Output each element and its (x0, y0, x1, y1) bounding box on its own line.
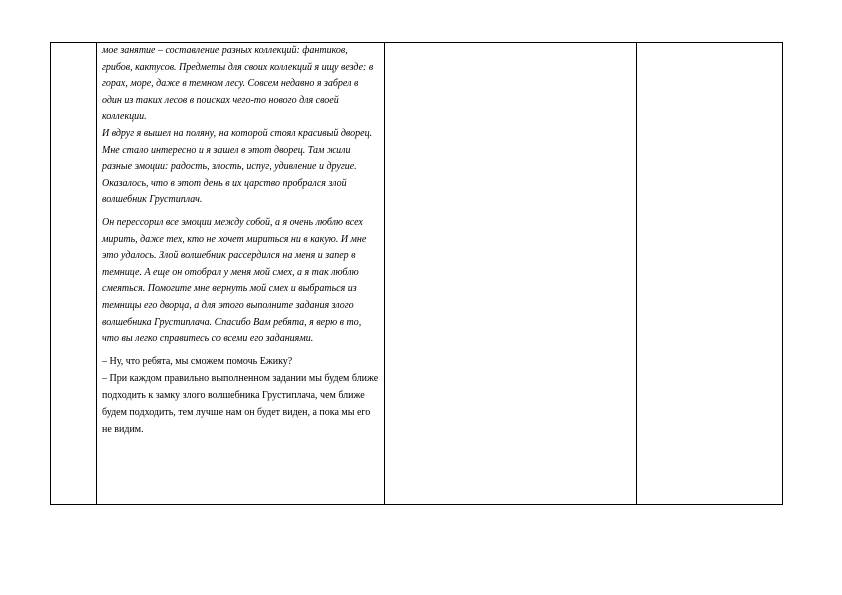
story-paragraph-1: мое занятие – составление разных коллекций: фантиков, грибов, кактусов. Предметы для своих коллекций я ищу везде: в горах, море, даже в темном лесу. Совсем недавно я забрел в один из таких лесов в поисках чего-то нового для своей коллекции. (102, 45, 374, 123)
middle-cell (385, 43, 637, 505)
number-cell (51, 43, 97, 505)
table-row (51, 43, 783, 505)
lesson-table (50, 42, 783, 505)
story-paragraph-4: Он перессорил все эмоции между собой, а я очень люблю всех мирить, даже тех, кто не хочет мириться ни в какую. И мне это удалось. Злой волшебник рассердился на меня и запер в темнице. А еще он отобрал у меня мой смех, а я так люблю смеяться. Помогите мне вернуть мой смех и выбраться из темницы его дворца, а для этого выполните задания злого волшебника Грустиплача. Спасибо Вам ребята, я верю в то, что вы легко справитесь со всеми его заданиями. (102, 216, 367, 345)
teacher-dialogue-block (102, 353, 380, 438)
right-cell (637, 43, 783, 505)
story-paragraph-2: И вдруг я вышел на поляну, на которой стоял красивый дворец. Мне стало интересно и я зашел в этот дворец. Там жили разные эмоции: радость, злость, испуг, удивление и другие. (102, 127, 373, 173)
story-italic-block (102, 43, 380, 348)
dialogue-line-2: – При каждом правильно выполненном задании мы будем ближе подходить к замку злого волшебника Грустиплача, чем ближе будем подходить, тем лучше нам он будет виден, а пока мы его не видим. (102, 372, 379, 435)
dialogue-line-1: – Ну, что ребята, мы сможем помочь Ежику? (102, 355, 293, 367)
text-cell (97, 43, 385, 505)
story-paragraph-3: Оказалось, что в этот день в их царство пробрался злой волшебник Грустиплач. (102, 177, 347, 206)
